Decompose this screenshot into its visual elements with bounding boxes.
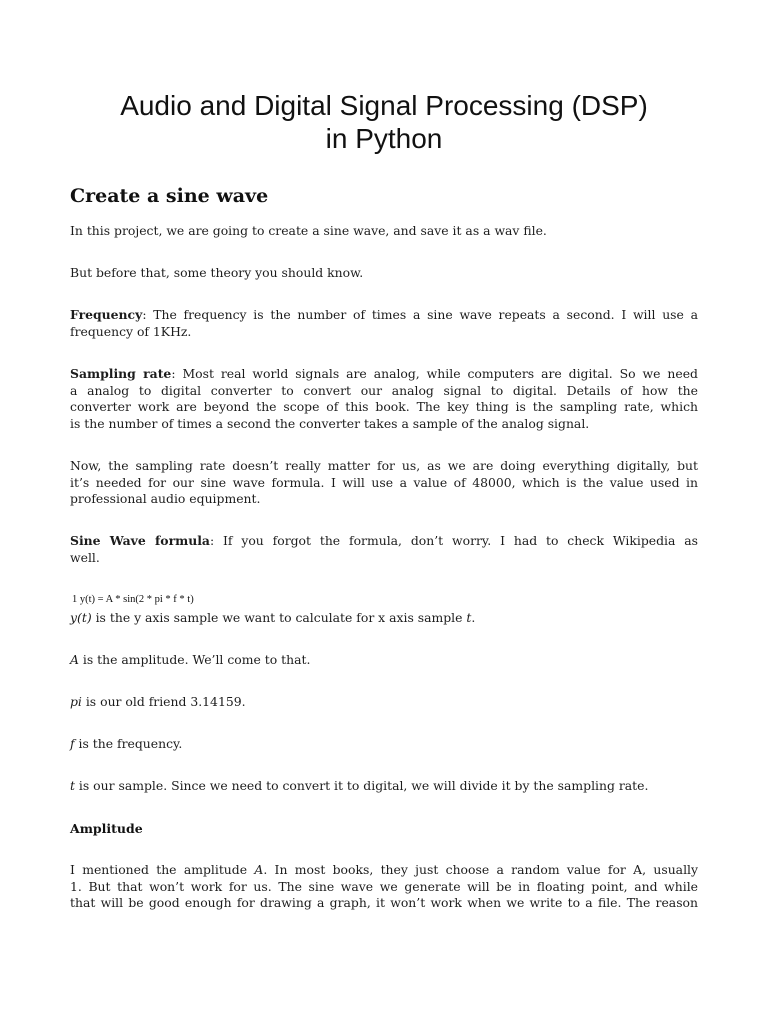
definition-pi: pi is our old friend 3.14159. [70,694,246,709]
sine-formula-label: Sine Wave formula [70,533,210,548]
title-line-1: Audio and Digital Signal Processing (DSP) [120,90,648,121]
code-line: 1 y(t) = A * sin(2 * pi * f * t) [72,594,194,605]
title-line-2: in Python [325,123,443,154]
sine-formula-paragraph: Sine Wave formula: If you forgot the formula, don’t worry. I had to check Wikipedia as well. [70,533,698,565]
frequency-label: Frequency [70,307,143,322]
definition-y: y(t) is the y axis sample we want to calculate for x axis sample t. [70,610,476,625]
sampling-rate-label: Sampling rate [70,366,172,381]
section-heading: Create a sine wave [70,185,269,207]
sampling-rate-paragraph: Sampling rate: Most real world signals are analog, while computers are digital. So we need a analog to digital converter to convert our analog signal to digital. Details of how the converter work are beyond the scope of this book. The key thing is the sampling rate, which is the number of times a second the converter takes a sample of the analog signal. [70,366,698,431]
definition-t: t is our sample. Since we need to convert it to digital, we will divide it by the sampling rate. [70,778,649,793]
frequency-paragraph: Frequency: The frequency is the number of times a sine wave repeats a second. I will use a frequency of 1KHz. [70,307,698,339]
definition-f: f is the frequency. [70,736,183,751]
amplitude-heading: Amplitude [70,821,143,836]
theory-paragraph: But before that, some theory you should know. [70,265,364,280]
definition-a: A is the amplitude. We’ll come to that. [70,652,311,667]
sampling-note-paragraph: Now, the sampling rate doesn’t really matter for us, as we are doing everything digitally, but it’s needed for our sine wave formula. I will use a value of 48000, which is the value used in professional audio equipment. [70,458,698,506]
amplitude-paragraph: I mentioned the amplitude A. In most books, they just choose a random value for A, usually 1. But that won’t work for us. The sine wave we generate will be in floating point, and while that will be good enough for drawing a graph, it won’t work when we write to a file. The reason [70,862,698,910]
intro-paragraph: In this project, we are going to create a sine wave, and save it as a wav file. [70,223,547,238]
page-title [40,89,728,155]
